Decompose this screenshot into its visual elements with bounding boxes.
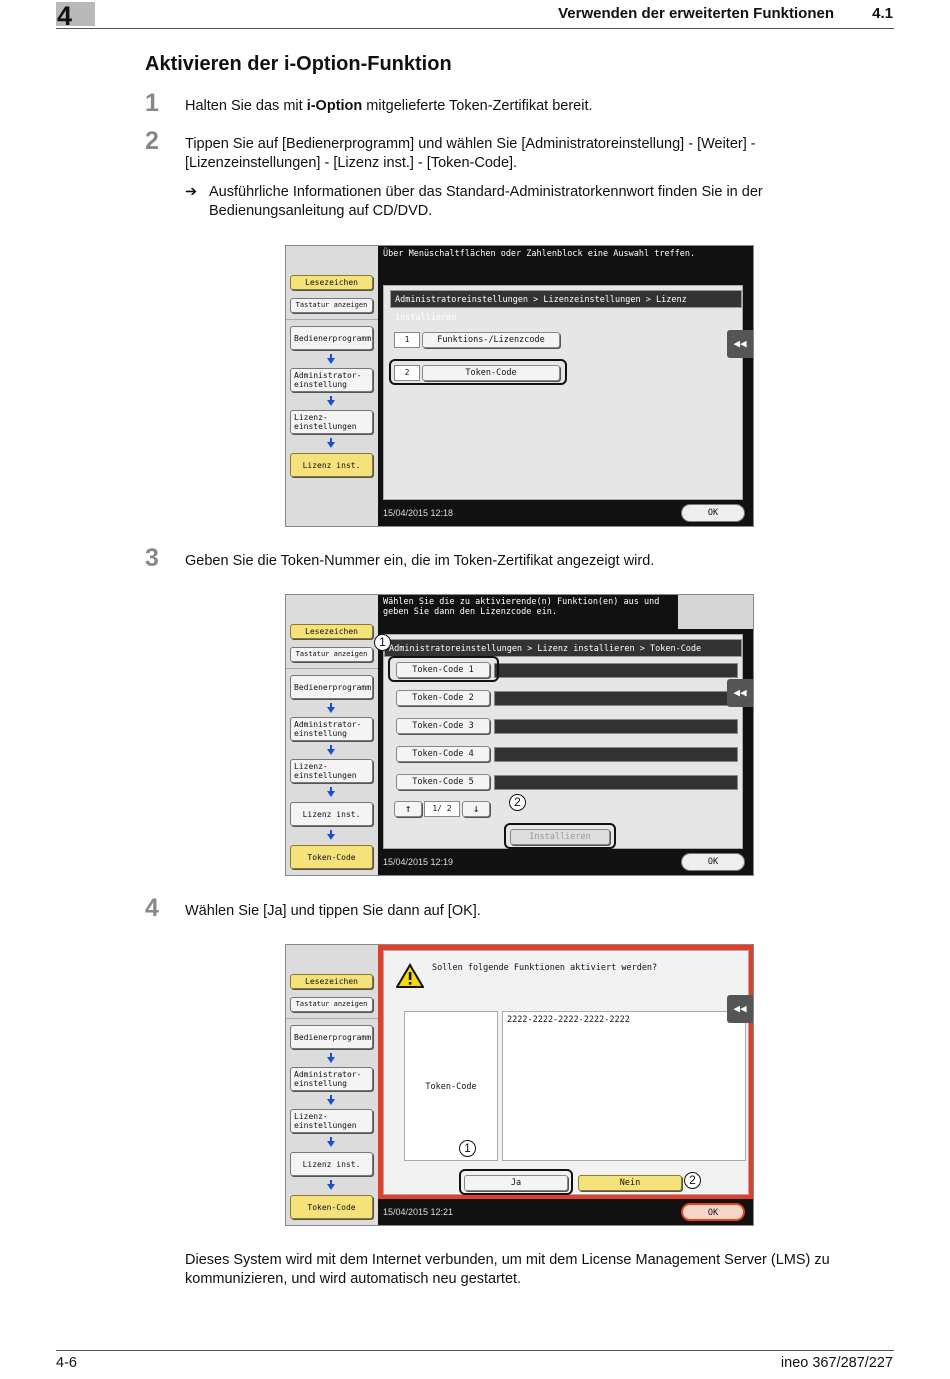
token-code-2-field[interactable] xyxy=(494,691,738,706)
step-4-text: Wählen Sie [Ja] und tippen Sie dann auf [OK]. xyxy=(185,903,481,919)
arrow-down-icon xyxy=(327,1184,335,1190)
keyboard-button[interactable]: Tastatur anzeigen xyxy=(290,997,373,1012)
bookmark-button[interactable]: Lesezeichen xyxy=(290,974,373,989)
arrow-down-icon xyxy=(327,400,335,406)
token-code-5-field[interactable] xyxy=(494,775,738,790)
back-icon[interactable]: ◀◀ xyxy=(727,330,753,358)
product-name: ineo 367/287/227 xyxy=(780,1355,893,1371)
token-code-1-field[interactable] xyxy=(494,663,738,678)
item-2-number: 2 xyxy=(394,365,420,381)
step-1-number: 1 xyxy=(145,89,159,117)
callout-1: 1 xyxy=(374,634,391,651)
header-title: Verwenden der erweiterten Funktionen xyxy=(558,5,834,22)
admin-settings-button[interactable]: Administrator- einstellung xyxy=(290,368,373,392)
ok-button[interactable]: OK xyxy=(681,853,745,871)
highlight-frame xyxy=(388,656,499,682)
keyboard-button[interactable]: Tastatur anzeigen xyxy=(290,647,373,662)
step-3-number: 3 xyxy=(145,544,159,572)
license-settings-button[interactable]: Lizenz- einstellungen xyxy=(290,759,373,783)
datetime: 15/04/2015 12:18 xyxy=(383,508,454,518)
step-3-text: Geben Sie die Token-Nummer ein, die im Token-Zertifikat angezeigt wird. xyxy=(185,553,655,569)
confirm-question: Sollen folgende Funktionen aktiviert werden? xyxy=(432,963,658,973)
yes-button[interactable]: Ja xyxy=(464,1175,568,1191)
step-2-note: ➔ Ausführliche Informationen über das Standard-Administratorkennwort finden Sie in der Bedienungsanleitung auf CD/DVD. xyxy=(185,184,763,219)
token-code-3-button[interactable]: Token-Code 3 xyxy=(396,718,490,734)
arrow-down-icon xyxy=(327,707,335,713)
license-install-button[interactable]: Lizenz inst. xyxy=(290,802,373,826)
prompt-bar: Wählen Sie die zu aktivierende(n) Funktion(en) aus und geben Sie dann den Lizenzcode ein. xyxy=(378,595,678,629)
step-4-number: 4 xyxy=(145,894,159,922)
page-indicator: 1/ 2 xyxy=(424,801,460,817)
screen-token-code xyxy=(285,594,754,876)
back-icon[interactable]: ◀◀ xyxy=(727,679,753,707)
arrow-down-icon xyxy=(327,1057,335,1063)
sidebar xyxy=(286,246,378,526)
token-code-value: 2222-2222-2222-2222-2222 xyxy=(502,1011,746,1161)
install-button[interactable]: Installieren xyxy=(510,829,610,845)
token-code-3-field[interactable] xyxy=(494,719,738,734)
step-2-number: 2 xyxy=(145,127,159,155)
token-code-4-field[interactable] xyxy=(494,747,738,762)
admin-settings-button[interactable]: Administrator- einstellung xyxy=(290,1067,373,1091)
token-code-nav-button[interactable]: Token-Code xyxy=(290,845,373,869)
prompt-bar: Über Menüschaltflächen oder Zahlenblock eine Auswahl treffen. xyxy=(378,246,753,280)
warning-icon xyxy=(396,963,424,989)
token-code-label: Token-Code xyxy=(404,1011,498,1161)
highlight-frame xyxy=(389,359,567,385)
arrow-down-icon xyxy=(327,442,335,448)
highlight-frame xyxy=(504,823,616,849)
token-code-nav-button[interactable]: Token-Code xyxy=(290,1195,373,1219)
license-code-button[interactable]: Funktions-/Lizenzcode xyxy=(422,332,560,348)
no-button[interactable]: Nein xyxy=(578,1175,682,1191)
page-up-icon[interactable]: ↑ xyxy=(394,801,422,817)
page-title: Aktivieren der i-Option-Funktion xyxy=(145,53,452,75)
token-code-5-button[interactable]: Token-Code 5 xyxy=(396,774,490,790)
callout-2: 2 xyxy=(509,794,526,811)
screen-license-install xyxy=(285,245,754,527)
datetime: 15/04/2015 12:19 xyxy=(383,857,454,867)
page-down-icon[interactable]: ↓ xyxy=(462,801,490,817)
page-number: 4-6 xyxy=(56,1355,77,1371)
keyboard-button[interactable]: Tastatur anzeigen xyxy=(290,298,373,313)
ok-button[interactable]: OK xyxy=(681,504,745,522)
chapter-number: 4 xyxy=(57,1,73,31)
license-install-button[interactable]: Lizenz inst. xyxy=(290,1152,373,1176)
arrow-down-icon xyxy=(327,791,335,797)
header-divider xyxy=(56,28,894,29)
admin-settings-button[interactable]: Administrator- einstellung xyxy=(290,717,373,741)
arrow-down-icon xyxy=(327,834,335,840)
arrow-down-icon xyxy=(327,749,335,755)
token-code-4-button[interactable]: Token-Code 4 xyxy=(396,746,490,762)
callout-1: 1 xyxy=(459,1140,476,1157)
closing-text: Dieses System wird mit dem Internet verbunden, um mit dem License Management Server (LMS) zu kommunizieren, und wird automatisch neu gestartet. xyxy=(185,1252,830,1287)
item-1-number: 1 xyxy=(394,332,420,348)
alert-frame xyxy=(378,945,753,1199)
footer-divider xyxy=(56,1350,894,1351)
step-1-text: Halten Sie das mit i-Option mitgelieferte Token-Zertifikat bereit. xyxy=(185,98,593,114)
license-install-button[interactable]: Lizenz inst. xyxy=(290,453,373,477)
highlight-frame xyxy=(459,1169,573,1195)
arrow-down-icon xyxy=(327,1099,335,1105)
note-arrow-icon: ➔ xyxy=(185,184,198,200)
operator-program-button[interactable]: Bedienerprogramm xyxy=(290,675,373,699)
arrow-down-icon xyxy=(327,358,335,364)
token-code-2-button[interactable]: Token-Code 2 xyxy=(396,690,490,706)
bookmark-button[interactable]: Lesezeichen xyxy=(290,275,373,290)
license-settings-button[interactable]: Lizenz- einstellungen xyxy=(290,410,373,434)
breadcrumb: Administratoreinstellungen > Lizenz installieren > Token-Code xyxy=(384,639,742,657)
callout-2: 2 xyxy=(684,1172,701,1189)
chapter-badge xyxy=(56,1,95,31)
ok-button[interactable]: OK xyxy=(681,1203,745,1221)
screen-confirm xyxy=(285,944,754,1226)
step-2-text: Tippen Sie auf [Bedienerprogramm] und wählen Sie [Administratoreinstellung] - [Weiter] - [Lizenzeinstellungen] - [Lizenz inst.] - [Token-Code]. xyxy=(185,136,756,171)
license-settings-button[interactable]: Lizenz- einstellungen xyxy=(290,1109,373,1133)
breadcrumb: Administratoreinstellungen > Lizenzeinstellungen > Lizenz installieren xyxy=(390,290,742,308)
bookmark-button[interactable]: Lesezeichen xyxy=(290,624,373,639)
header-section: 4.1 xyxy=(872,5,893,22)
operator-program-button[interactable]: Bedienerprogramm xyxy=(290,326,373,350)
token-code-1-button[interactable]: Token-Code 1 xyxy=(396,662,490,678)
token-code-button[interactable]: Token-Code xyxy=(422,365,560,381)
arrow-down-icon xyxy=(327,1141,335,1147)
operator-program-button[interactable]: Bedienerprogramm xyxy=(290,1025,373,1049)
back-icon[interactable]: ◀◀ xyxy=(727,995,753,1023)
datetime: 15/04/2015 12:21 xyxy=(383,1207,454,1217)
